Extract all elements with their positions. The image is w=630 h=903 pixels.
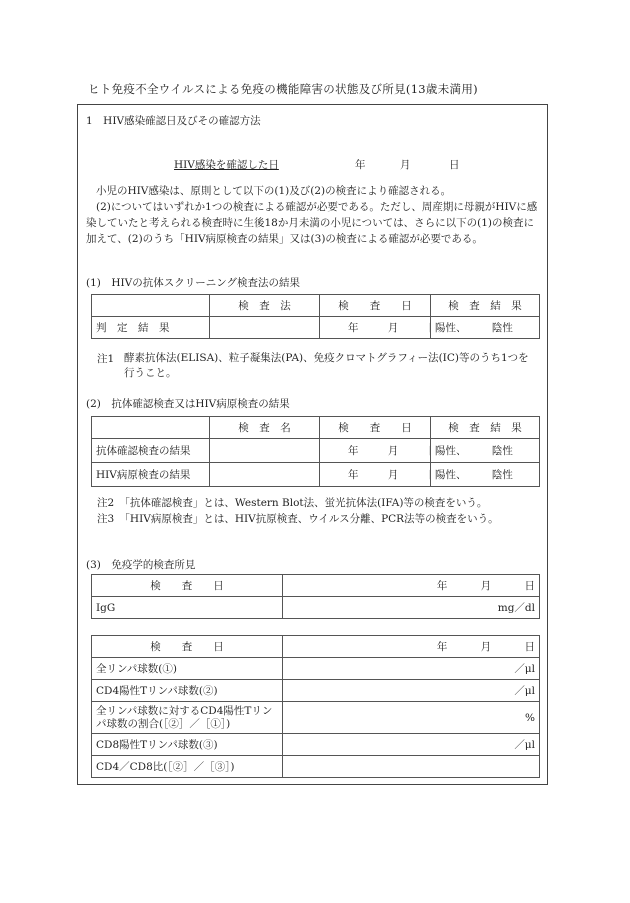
s2-row2-year: 年	[348, 469, 359, 481]
confirm-date-label: HIV感染を確認した日	[174, 159, 279, 171]
section1-heading: 1 HIV感染確認日及びその確認方法	[86, 115, 261, 127]
s3-row-value-cell[interactable]	[283, 658, 540, 680]
s1-header-method: 検 査 法	[210, 295, 320, 317]
s2-row2-month: 月	[387, 469, 399, 481]
s2-row2-positive[interactable]: 陽性、	[435, 469, 467, 481]
s2-row2-name-cell[interactable]	[210, 463, 320, 487]
s2-note3: 注3 「HIV病原検査」とは、HIV抗原検査、ウイルス分離、PCR法等の検査をいう。	[97, 513, 499, 525]
s3-row-label: 全リンパ球数に対するCD4陽性Tリンパ球数の割合(［②］／［①］)	[92, 702, 283, 734]
confirm-year[interactable]: 年	[355, 159, 366, 171]
s3-table2	[91, 635, 540, 778]
s3-t2-month: 月	[480, 641, 492, 653]
s3-table1	[91, 574, 540, 619]
s2-header-result: 検 査 結 果	[431, 417, 540, 439]
s3-igg-unit: mg／dl	[497, 602, 535, 614]
s2-row1-negative[interactable]: 陰性	[491, 445, 513, 457]
s2-note2: 注2 「抗体確認検査」とは、Western Blot法、蛍光抗体法(IFA)等の検査をいう。	[97, 497, 488, 509]
s3-igg-value-cell[interactable]	[283, 597, 540, 619]
s3-igg-label: IgG	[92, 597, 283, 619]
s3-t2-date-cell[interactable]	[283, 636, 540, 658]
intro-paragraph-1: 小児のHIV感染は、原則として以下の(1)及び(2)の検査により確認される。	[96, 185, 452, 197]
s1-note-label: 注1	[97, 353, 115, 365]
s3-row-value-cell[interactable]	[283, 702, 540, 734]
s2-header-name: 検 査 名	[210, 417, 320, 439]
s3-row-value-cell[interactable]	[283, 756, 540, 778]
s2-row1-date-cell[interactable]	[320, 439, 431, 463]
s3-t2-day: 日	[524, 641, 535, 653]
s1-heading: (1) HIVの抗体スクリーニング検査法の結果	[86, 277, 301, 289]
s1-row-label: 判 定 結 果	[92, 317, 210, 339]
s1-header-result: 検 査 結 果	[431, 295, 540, 317]
s1-negative[interactable]: 陰性	[491, 322, 513, 334]
s1-date-cell[interactable]	[320, 317, 431, 339]
s2-row2-negative[interactable]: 陰性	[491, 469, 513, 481]
s2-row1-positive[interactable]: 陽性、	[435, 445, 467, 457]
s1-empty-header	[92, 295, 210, 317]
s3-row-unit: ／μl	[514, 663, 535, 675]
s3-heading: (3) 免疫学的検査所見	[86, 559, 196, 571]
s2-heading: (2) 抗体確認検査又はHIV病原検査の結果	[86, 398, 290, 410]
s2-header-date: 検 査 日	[320, 417, 431, 439]
s1-result-cell[interactable]	[431, 317, 540, 339]
s2-row-label: HIV病原検査の結果	[92, 463, 210, 487]
s3-row-unit: ／μl	[514, 685, 535, 697]
s3-t1-date-label: 検 査 日	[92, 575, 283, 597]
s2-row1-result-cell[interactable]	[431, 439, 540, 463]
s3-t1-day: 日	[524, 580, 535, 592]
s3-t2-date-label: 検 査 日	[92, 636, 283, 658]
s1-table	[91, 294, 540, 339]
confirm-day[interactable]: 日	[449, 159, 460, 171]
s3-row-label: CD8陽性Tリンパ球数(③)	[92, 734, 283, 756]
s3-t1-date-cell[interactable]	[283, 575, 540, 597]
s3-row-label: CD4／CD8比(［②］／［③］)	[92, 756, 283, 778]
s3-row-unit: %	[525, 711, 535, 724]
s2-row1-name-cell[interactable]	[210, 439, 320, 463]
s1-year: 年	[348, 322, 359, 334]
s1-note-text: 酵素抗体法(ELISA)、粒子凝集法(PA)、免疫クロマトグラフィー法(IC)等のうち1つを行うこと。	[124, 352, 529, 379]
s3-row-value-cell[interactable]	[283, 680, 540, 702]
s2-row1-year: 年	[348, 445, 359, 457]
s1-positive[interactable]: 陽性、	[435, 322, 467, 334]
s3-row-unit: ／μl	[514, 739, 535, 751]
s3-row-label: 全リンパ球数(①)	[92, 658, 283, 680]
s2-row2-result-cell[interactable]	[431, 463, 540, 487]
s2-row-label: 抗体確認検査の結果	[92, 439, 210, 463]
s3-row-label: CD4陽性Tリンパ球数(②)	[92, 680, 283, 702]
s3-row-value-cell[interactable]	[283, 734, 540, 756]
s3-t1-year: 年	[436, 580, 448, 592]
s3-t1-month: 月	[480, 580, 492, 592]
intro-paragraph-2: (2)についてはいずれか1つの検査による確認が必要である。ただし、周産期に母親がHIVに感染していたと考えられる検査時に生後18か月未満の小児については、さらに以下の(1)の検査に加えて、(2)のうち「HIV病原検査の結果」又は(3)の検査による確認が必要である。	[86, 201, 538, 245]
s2-row2-date-cell[interactable]	[320, 463, 431, 487]
s2-table	[91, 416, 540, 487]
s2-empty-header	[92, 417, 210, 439]
s2-row1-month: 月	[387, 445, 399, 457]
s1-header-date: 検 査 日	[320, 295, 431, 317]
s1-month: 月	[387, 322, 399, 334]
confirm-month[interactable]: 月	[400, 159, 411, 171]
s3-t2-year: 年	[436, 641, 448, 653]
document-title: ヒト免疫不全ウイルスによる免疫の機能障害の状態及び所見(13歳未満用)	[88, 82, 478, 96]
s1-method-cell[interactable]	[210, 317, 320, 339]
